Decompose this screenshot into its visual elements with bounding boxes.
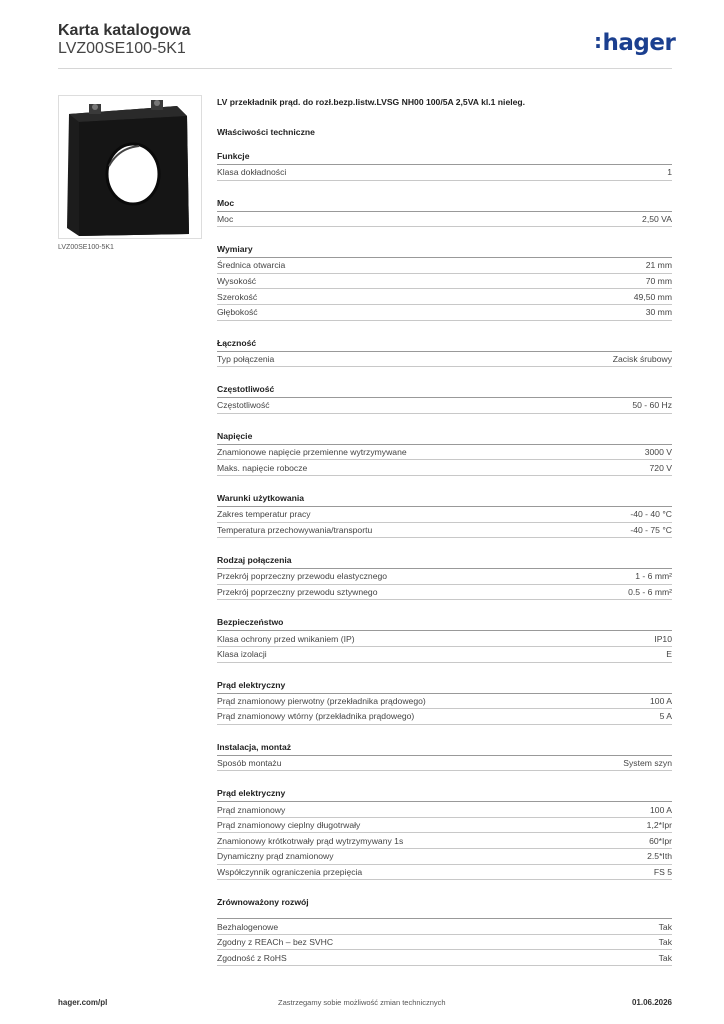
spec-value: 49,50 mm [633,291,672,302]
spec-label: Temperatura przechowywania/transportu [217,524,373,535]
spec-row [217,756,672,772]
spec-label: Zakres temperatur pracy [217,509,311,520]
spec-label: Znamionowy krótkotrwały prąd wytrzymywany 1s [217,835,404,846]
spec-section [217,555,672,600]
section-title: Warunki użytkowania [217,493,672,507]
spec-label: Głębokość [217,307,258,318]
spec-label: Dynamiczny prąd znamionowy [217,851,334,862]
spec-row [217,507,672,523]
spec-label: Moc [217,213,234,224]
section-title: Moc [217,198,672,212]
spec-value: 21 mm [645,260,672,271]
spec-value: 3000 V [644,447,672,458]
spec-value: 30 mm [645,307,672,318]
spec-label: Klasa ochrony przed wnikaniem (IP) [217,633,355,644]
spec-section [217,493,672,538]
section-title: Napięcie [217,431,672,445]
section-title: Instalacja, montaż [217,742,672,756]
spec-value: FS 5 [653,866,672,877]
footer-disclaimer: Zastrzegamy sobie możliwość zmian technicznych [278,998,446,1007]
header-divider [58,68,672,69]
spec-label: Współczynnik ograniczenia przepięcia [217,866,363,877]
spec-label: Prąd znamionowy cieplny długotrwały [217,820,361,831]
spec-label: Znamionowe napięcie przemienne wytrzymywane [217,447,407,458]
spec-row [217,274,672,290]
spec-label: Sposób montażu [217,757,282,768]
spec-section [217,384,672,414]
spec-label: Bezhalogenowe [217,921,279,932]
spec-label: Klasa izolacji [217,649,267,660]
spec-value: System szyn [623,757,672,768]
section-title: Funkcje [217,151,672,165]
spec-label: Zgodny z REACh – bez SVHC [217,937,334,948]
spec-row [217,165,672,181]
spec-section [217,151,672,181]
image-caption: LVZ00SE100-5K1 [58,244,114,251]
spec-value: 60*Ipr [649,835,672,846]
spec-row [217,919,672,935]
spec-row [217,585,672,601]
hager-logo[interactable] [594,30,675,56]
spec-value: E [666,649,672,660]
spec-label: Częstotliwość [217,400,270,411]
spec-section [217,680,672,725]
spec-row [217,865,672,881]
footer-date: 01.06.2026 [631,998,672,1007]
spec-label: Prąd znamionowy wtórny (przekładnika prądowego) [217,711,415,722]
section-title: Łączność [217,338,672,352]
spec-row [217,523,672,539]
spec-row [217,647,672,663]
spec-row [217,305,672,321]
spec-row [217,352,672,368]
spec-row [217,694,672,710]
spec-value: 1 [667,167,672,178]
page-title: Karta katalogowa [58,22,191,39]
section-title: Prąd elektryczny [217,788,672,802]
spec-label: Maks. napięcie robocze [217,462,308,473]
spec-label: Typ połączenia [217,353,275,364]
logo-colon-icon: : [594,29,602,53]
spec-label: Prąd znamionowy [217,804,286,815]
spec-value: 2,50 VA [642,213,672,224]
spec-section [217,897,672,966]
spec-label: Prąd znamionowy pierwotny (przekładnika prądowego) [217,695,426,706]
spec-row [217,212,672,228]
section-title: Zrównoważony rozwój [217,897,309,908]
spec-value: Tak [658,952,672,963]
spec-section [217,198,672,228]
section-title: Rodzaj połączenia [217,555,672,569]
product-description: LV przekładnik prąd. do rozł.bezp.listw.LVSG NH00 100/5A 2,5VA kl.1 nieleg. [217,97,526,107]
spec-row [217,849,672,865]
spec-label: Klasa dokładności [217,167,287,178]
spec-row [217,569,672,585]
spec-row [217,802,672,818]
product-image [58,95,202,239]
spec-value: 5 A [659,711,672,722]
product-code: LVZ00SE100-5K1 [58,40,186,57]
spec-label: Przekrój poprzeczny przewodu sztywnego [217,587,378,598]
spec-section [217,431,672,476]
spec-row [217,709,672,725]
current-transformer-image [59,96,201,238]
spec-value: 70 mm [645,276,672,287]
spec-row [217,833,672,849]
specification-content [217,97,672,966]
spec-row [217,258,672,274]
spec-value: 1,2*Ipr [646,820,672,831]
spec-row [217,631,672,647]
spec-value: 2.5*Ith [647,851,672,862]
spec-value: -40 - 40 °C [630,509,672,520]
spec-row [217,289,672,305]
spec-row [217,398,672,414]
properties-title: Właściwości techniczne [217,127,315,137]
spec-row [217,818,672,834]
spec-row [217,950,672,966]
spec-sections [217,151,672,966]
spec-section [217,338,672,368]
section-title: Częstotliwość [217,384,672,398]
spec-label: Średnica otwarcia [217,260,286,271]
section-title: Bezpieczeństwo [217,617,672,631]
logo-text: hager [602,30,676,56]
section-divider [217,910,672,919]
spec-label: Zgodność z RoHS [217,952,287,963]
spec-value: -40 - 75 °C [630,524,672,535]
spec-section [217,244,672,320]
spec-value: 720 V [649,462,672,473]
spec-value: Tak [658,937,672,948]
spec-section [217,788,672,880]
section-title: Prąd elektryczny [217,680,672,694]
spec-value: IP10 [654,633,672,644]
spec-section [217,617,672,662]
spec-row [217,460,672,476]
footer-website[interactable]: hager.com/pl [58,998,108,1007]
spec-value: 100 A [650,695,672,706]
spec-value: Zacisk śrubowy [612,353,672,364]
section-title: Wymiary [217,244,672,258]
spec-section [217,742,672,772]
spec-value: 1 - 6 mm² [635,571,672,582]
spec-value: 100 A [650,804,672,815]
spec-label: Wysokość [217,276,257,287]
spec-row [217,935,672,951]
spec-label: Przekrój poprzeczny przewodu elastycznego [217,571,388,582]
spec-value: Tak [658,921,672,932]
spec-value: 50 - 60 Hz [632,400,672,411]
spec-value: 0.5 - 6 mm² [628,587,672,598]
spec-label: Szerokość [217,291,258,302]
spec-row [217,445,672,461]
